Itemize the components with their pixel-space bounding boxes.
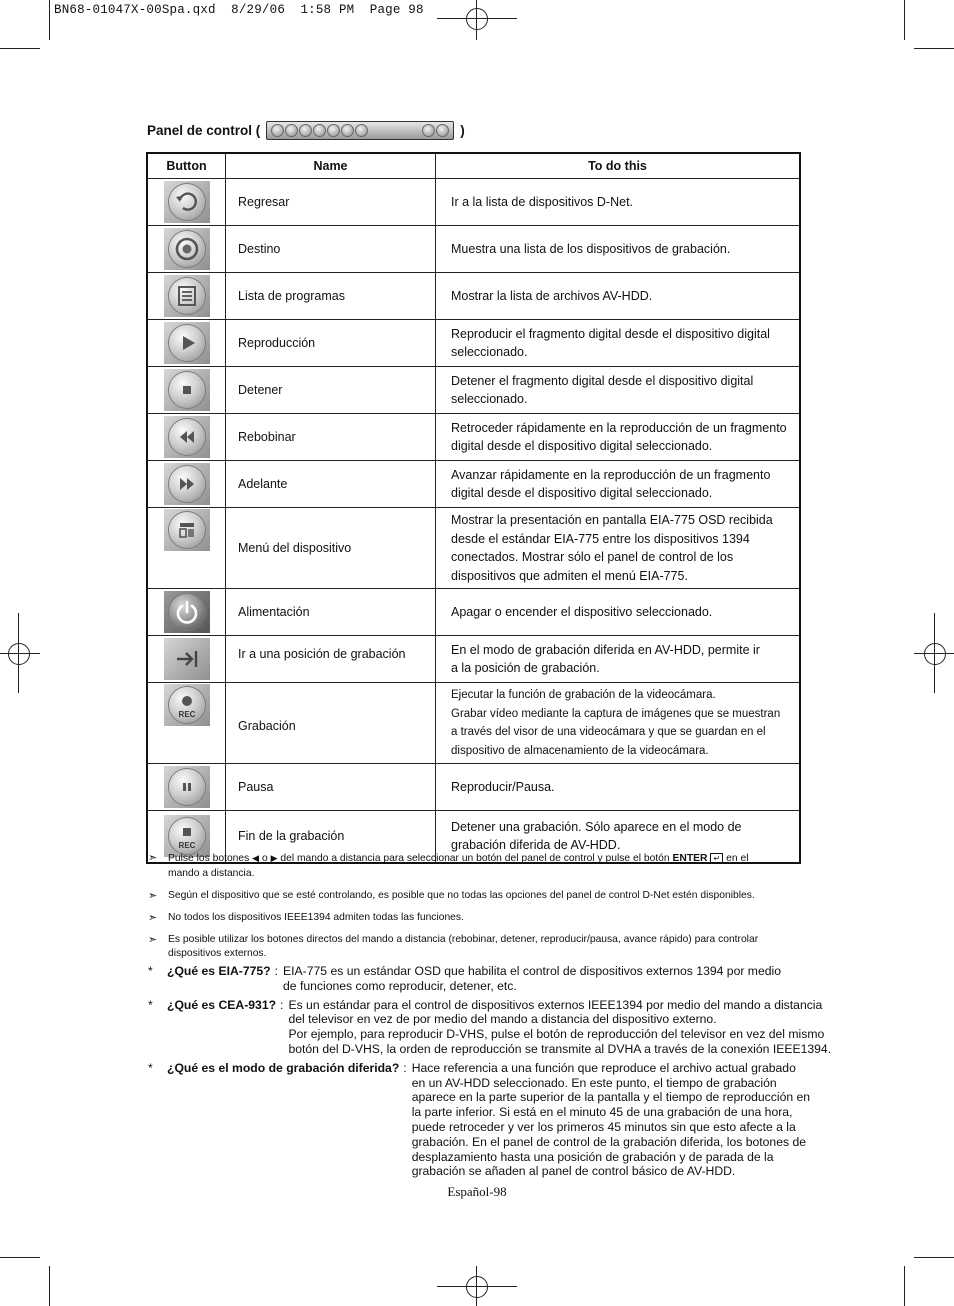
rewind-icon bbox=[169, 419, 205, 455]
row-name: Rebobinar bbox=[226, 414, 436, 461]
pause-icon bbox=[169, 769, 205, 805]
record-icon bbox=[169, 687, 205, 723]
table-row bbox=[147, 508, 800, 589]
row-name: Ir a una posición de grabación bbox=[226, 636, 436, 683]
table-row bbox=[147, 414, 800, 461]
fast-forward-icon bbox=[355, 124, 368, 137]
row-todo: En el modo de grabación diferida en AV-HDD, permite ir a la posición de grabación. bbox=[436, 636, 801, 683]
row-todo: Reproducir/Pausa. bbox=[436, 764, 801, 811]
right-arrow-icon: ▶ bbox=[270, 853, 278, 863]
list-icon bbox=[169, 278, 205, 314]
play-icon bbox=[313, 124, 326, 137]
table-row bbox=[147, 226, 800, 273]
target-icon bbox=[169, 231, 205, 267]
crop-mark bbox=[0, 48, 40, 49]
row-name: Alimentación bbox=[226, 589, 436, 636]
crop-mark bbox=[904, 1266, 905, 1306]
arrow-icon: ➣ bbox=[148, 889, 158, 902]
definition-body: Hace referencia a una función que reproduce el archivo actual grabado en un AV-HDD seleccionado. En este punto, el tiempo de grabación aparece en la parte superior de la pantalla y el tiempo de reproducción en la parte inferior. Si está en el minuto 45 de una grabación de una hora, puede retroceder y ver los primeros 45 minutos sin que esto afecte a la grabación. En el panel de control de la grabación diferida, los botones de desplazamiento hasta una posición de grabación y de parada de la grabación se añaden al panel de control básico de AV-HDD. bbox=[411, 1060, 811, 1179]
page-number: Español-98 bbox=[447, 1184, 507, 1199]
skip-to-record-icon bbox=[169, 641, 205, 677]
row-name: Grabación bbox=[226, 683, 436, 764]
registration-circle bbox=[466, 8, 488, 30]
table-row bbox=[147, 636, 800, 683]
row-name: Regresar bbox=[226, 179, 436, 226]
rec-label: REC bbox=[178, 710, 195, 719]
row-todo: Detener el fragmento digital desde el dispositivo digital seleccionado. bbox=[436, 367, 801, 414]
back-icon bbox=[169, 184, 205, 220]
row-name: Reproducción bbox=[226, 320, 436, 367]
crop-mark bbox=[49, 0, 50, 40]
row-name: Destino bbox=[226, 226, 436, 273]
power-icon bbox=[436, 124, 449, 137]
row-name: Pausa bbox=[226, 764, 436, 811]
registration-circle bbox=[924, 643, 946, 665]
arrow-icon: ➣ bbox=[148, 933, 158, 946]
definition-item: * ¿Qué es EIA-775? : EIA-775 es un estándar OSD que habilita el control de dispositivos externos 1394 por medio de funciones como reproducir, detener, etc. bbox=[148, 964, 781, 993]
device-menu-icon bbox=[422, 124, 435, 137]
header-name: Name bbox=[226, 153, 436, 179]
definition-item: * ¿Qué es CEA-931? : Es un estándar para el control de dispositivos externos IEEE1394 por medio del mando a distancia del televisor en vez de por medio del mando a distancia del dispositivo externo. Por ejemplo, para reproducir D-VHS, pulse el botón de reproducción del televisor en vez del mismo botón del D-VHS, la orden de reproducción se transmite al DVHA a través de la conexión IEEE1394. bbox=[148, 997, 832, 1056]
definitions bbox=[148, 964, 848, 1183]
definition-term: ¿Qué es el modo de grabación diferida? bbox=[167, 1060, 400, 1075]
row-todo: Retroceder rápidamente en la reproducción de un fragmento digital desde el dispositivo digital seleccionado. bbox=[436, 414, 801, 461]
left-arrow-icon: ◀ bbox=[252, 853, 260, 863]
fast-forward-icon bbox=[169, 466, 205, 502]
header-todo: To do this bbox=[436, 153, 801, 179]
row-todo: Ejecutar la función de grabación de la videocámara. Grabar vídeo mediante la captura de imágenes que se muestran a través del visor de una videocámara y que se guardan en el dispositivo de almacenamiento de la videocámara. bbox=[436, 683, 801, 764]
table-row bbox=[147, 320, 800, 367]
crop-mark bbox=[914, 1257, 954, 1258]
arrow-icon: ➣ bbox=[148, 852, 158, 864]
definition-term: ¿Qué es EIA-775? bbox=[167, 964, 271, 978]
note-item: ➣ Pulse los botones ◀ o ▶ del mando a distancia para seleccionar un botón del panel de control y pulse el botón ENTER ↵ en el mando a distancia. bbox=[148, 851, 788, 881]
row-name: Adelante bbox=[226, 461, 436, 508]
note-item: ➣ No todos los dispositivos IEEE1394 admiten todas las funciones. bbox=[148, 911, 464, 924]
stop-record-icon bbox=[169, 818, 205, 854]
play-icon bbox=[169, 325, 205, 361]
note-item: ➣ Es posible utilizar los botones directos del mando a distancia (rebobinar, detener, reproducir/pausa, avance rápido) para controlar dispositivos externos. bbox=[148, 933, 788, 962]
rewind-icon bbox=[341, 124, 354, 137]
row-todo: Muestra una lista de los dispositivos de grabación. bbox=[436, 226, 801, 273]
crop-mark bbox=[0, 1257, 40, 1258]
crop-mark bbox=[49, 1266, 50, 1306]
control-table bbox=[146, 152, 801, 864]
row-todo: Mostrar la lista de archivos AV-HDD. bbox=[436, 273, 801, 320]
table-row bbox=[147, 589, 800, 636]
back-icon bbox=[271, 124, 284, 137]
row-todo: Detener una grabación. Sólo aparece en el modo de grabación diferida de AV-HDD. bbox=[436, 811, 801, 863]
definition-term: ¿Qué es CEA-931? bbox=[167, 997, 277, 1012]
row-todo: Ir a la lista de dispositivos D-Net. bbox=[436, 179, 801, 226]
table-row bbox=[147, 179, 800, 226]
panel-title bbox=[147, 121, 465, 140]
registration-circle bbox=[8, 643, 30, 665]
rec-label: REC bbox=[178, 841, 195, 851]
table-row bbox=[147, 683, 800, 764]
list-icon bbox=[299, 124, 312, 137]
arrow-icon: ➣ bbox=[148, 911, 158, 924]
panel-title-suffix: ) bbox=[460, 123, 465, 138]
definition-body: EIA-775 es un estándar OSD que habilita el control de dispositivos externos 1394 por medio de funciones como reproducir, detener, etc. bbox=[283, 964, 781, 993]
row-name: Fin de la grabación bbox=[226, 811, 436, 863]
table-row bbox=[147, 273, 800, 320]
notes bbox=[148, 851, 788, 969]
crop-mark bbox=[914, 48, 954, 49]
definition-item: * ¿Qué es el modo de grabación diferida? : Hace referencia a una función que reproduce el archivo actual grabado en un AV-HDD seleccionado. En este punto, el tiempo de grabación aparece en la parte superior de la pantalla y el tiempo de reproducción en la parte inferior. Si está en el minuto 45 de una grabación de una hora, puede retroceder y ver los primeros 45 minutos sin que esto afecte a la grabación. En el panel de control de la grabación diferida, los botones de desplazamiento hasta una posición de grabación y de parada de la grabación se añaden al panel de control básico de AV-HDD. bbox=[148, 1060, 811, 1179]
power-icon bbox=[169, 594, 205, 630]
table-header-row bbox=[147, 153, 800, 179]
row-todo: Mostrar la presentación en pantalla EIA-775 OSD recibida desde el estándar EIA-775 entre los dispositivos 1394 conectados. Mostrar sólo el panel de control de los dispositivos que admiten el menú EIA-775. bbox=[436, 508, 801, 589]
table-row bbox=[147, 367, 800, 414]
row-name: Menú del dispositivo bbox=[226, 508, 436, 589]
stop-icon bbox=[169, 372, 205, 408]
enter-icon: ↵ bbox=[710, 853, 723, 864]
note-item: ➣ Según el dispositivo que se esté controlando, es posible que no todas las opciones del panel de control D-Net estén disponibles. bbox=[148, 889, 755, 902]
registration-circle bbox=[466, 1276, 488, 1298]
row-todo: Avanzar rápidamente en la reproducción de un fragmento digital desde el dispositivo digital seleccionado. bbox=[436, 461, 801, 508]
table-row bbox=[147, 461, 800, 508]
stop-icon bbox=[327, 124, 340, 137]
row-todo: Apagar o encender el dispositivo seleccionado. bbox=[436, 589, 801, 636]
control-panel-strip bbox=[266, 121, 454, 140]
row-todo: Reproducir el fragmento digital desde el dispositivo digital seleccionado. bbox=[436, 320, 801, 367]
target-icon bbox=[285, 124, 298, 137]
row-name: Lista de programas bbox=[226, 273, 436, 320]
row-name: Detener bbox=[226, 367, 436, 414]
panel-title-prefix: Panel de control ( bbox=[147, 123, 261, 138]
crop-mark bbox=[904, 0, 905, 40]
device-menu-icon bbox=[169, 512, 205, 548]
header-button: Button bbox=[147, 153, 226, 179]
table-row bbox=[147, 764, 800, 811]
print-slug: BN68-01047X-00Spa.qxd 8/29/06 1:58 PM Page 98 bbox=[54, 3, 424, 17]
definition-body: Es un estándar para el control de dispositivos externos IEEE1394 por medio del mando a distancia del televisor en vez de por medio del mando a distancia del dispositivo externo. Por ejemplo, para reproducir D-VHS, pulse el botón de reproducción del televisor en vez del mismo botón del D-VHS, la orden de reproducción se transmite al DVHA a través de la conexión IEEE1394. bbox=[288, 997, 832, 1056]
